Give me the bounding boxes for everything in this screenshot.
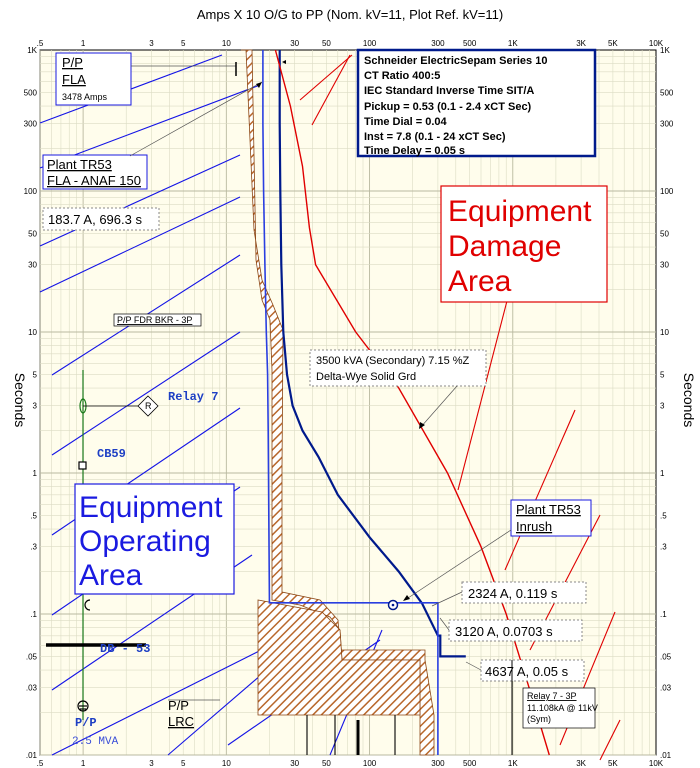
operating-area-line-3: Area	[79, 559, 143, 592]
x-tick-top: 5	[180, 39, 186, 48]
annot-3120-text: 3120 A, 0.0703 s	[455, 624, 553, 639]
x-tick-bottom: 1K	[507, 759, 518, 768]
svg-text:Time Dial = 0.04: Time Dial = 0.04	[364, 116, 447, 128]
y-tick-right: 3	[660, 401, 665, 411]
x-tick-bottom: 3	[149, 759, 154, 768]
y-tick-right: 30	[660, 260, 669, 270]
y-tick-right: .3	[660, 542, 667, 552]
pp-bottom-label: P/P	[75, 716, 97, 730]
y-tick-right: 1	[660, 469, 665, 478]
y-tick-left: 100	[23, 187, 37, 196]
tr53-fla-line-1: Plant TR53	[47, 157, 112, 172]
y-axis-title-right: Seconds	[681, 372, 697, 428]
x-tick-bottom: 100	[362, 759, 377, 768]
y-tick-right: 100	[660, 187, 674, 196]
x-tick-top: 1K	[507, 39, 518, 48]
y-tick-left: .05	[25, 652, 37, 662]
x-tick-top: 3K	[576, 39, 587, 48]
pp-fla-line-3: 3478 Amps	[62, 92, 108, 102]
svg-text:Time Delay = 0.05 s: Time Delay = 0.05 s	[364, 145, 466, 157]
y-tick-left: 500	[23, 88, 37, 98]
y-tick-right: .1	[660, 610, 667, 619]
x-tick-top: 100	[362, 39, 377, 48]
x-tick-top: 1	[80, 39, 86, 48]
x-tick-bottom: .5	[36, 759, 44, 768]
x-tick-top: 300	[431, 39, 445, 48]
y-tick-right: .5	[660, 511, 667, 521]
y-tick-right: 5	[660, 370, 665, 380]
inrush-line-1: Plant TR53	[516, 502, 581, 517]
operating-area-line-1: Equipment	[79, 491, 223, 524]
svg-text:CT Ratio 400:5: CT Ratio 400:5	[364, 70, 441, 82]
y-tick-left: 1	[32, 469, 37, 478]
y-tick-left: 300	[23, 119, 37, 129]
y-tick-left: .5	[30, 511, 37, 521]
inrush-point-dot	[392, 604, 395, 607]
y-tick-left: 50	[28, 229, 37, 239]
y-tick-left: 10	[28, 328, 37, 337]
x-tick-bottom: 5K	[607, 759, 618, 768]
y-tick-left: 5	[32, 370, 37, 380]
relay7-3p-line-1: Relay 7 - 3P	[527, 691, 577, 701]
x-tick-bottom: 30	[290, 759, 300, 768]
x-tick-bottom: 10K	[648, 759, 664, 768]
damage-area-line-3: Area	[448, 265, 512, 298]
relay7-label: Relay 7	[168, 390, 219, 404]
pp-lrc-line-1: P/P	[168, 698, 189, 713]
operating-area-line-2: Operating	[79, 525, 211, 558]
relay-diamond-letter: R	[145, 401, 152, 411]
y-tick-left: 1K	[27, 46, 37, 55]
relay7-3p-line-2: 11.108kA @ 11kV	[527, 703, 598, 713]
y-tick-right: 1K	[660, 46, 670, 55]
pp-mva-label: 2.5 MVA	[72, 736, 119, 748]
pp-fdr-bkr-text: P/P FDR BKR - 3P	[117, 315, 193, 325]
x-tick-top: 10	[221, 39, 231, 48]
x-tick-top: 10K	[648, 39, 664, 48]
y-tick-right: .05	[660, 652, 672, 662]
y-tick-right: 300	[660, 119, 674, 129]
inrush-line-2: Inrush	[516, 519, 553, 534]
transformer-line-1: 3500 kVA (Secondary) 7.15 %Z	[316, 355, 470, 367]
y-tick-right: .03	[660, 683, 672, 693]
pp-lrc-line-2: LRC	[168, 714, 195, 729]
svg-text:Pickup = 0.53 (0.1 - 2.4 xCT: Pickup = 0.53 (0.1 - 2.4 xCT Sec)	[364, 101, 532, 113]
y-tick-left: 3	[32, 401, 37, 411]
transformer-line-2: Delta-Wye Solid Grd	[316, 371, 417, 383]
x-tick-top: 500	[462, 39, 477, 48]
annot-1837-text: 183.7 A, 696.3 s	[48, 212, 142, 227]
x-tick-top: 5K	[607, 39, 618, 48]
svg-text:IEC Standard Inverse Time SIT/: IEC Standard Inverse Time SIT/A	[364, 85, 535, 97]
x-tick-bottom: 10	[221, 759, 231, 768]
x-tick-bottom: 300	[431, 759, 445, 768]
y-tick-right: .01	[660, 751, 672, 760]
pp-fla-line-2: FLA	[62, 72, 86, 87]
y-axis-title-left: Seconds	[12, 372, 28, 428]
y-tick-left: .1	[30, 610, 37, 619]
y-tick-left: .3	[30, 542, 37, 552]
y-tick-right: 10	[660, 328, 669, 337]
x-tick-bottom: 3K	[576, 759, 587, 768]
damage-area-line-2: Damage	[448, 230, 562, 263]
x-tick-top: .5	[36, 39, 44, 48]
pp-fla-line-1: P/P	[62, 55, 83, 70]
y-tick-left: .01	[25, 751, 37, 760]
x-tick-top: 50	[321, 39, 331, 48]
annot-2324-text: 2324 A, 0.119 s	[468, 586, 558, 601]
svg-text:Schneider ElectricSepam Series: Schneider ElectricSepam Series 10	[364, 55, 548, 67]
x-tick-top: 3	[149, 39, 154, 48]
svg-text:Inst = 7.8 (0.1 - 24 xCT Sec): Inst = 7.8 (0.1 - 24 xCT Sec)	[364, 131, 506, 143]
x-tick-top: 30	[290, 39, 300, 48]
tr53-fla-line-2: FLA - ANAF 150	[47, 173, 141, 188]
x-tick-bottom: 5	[180, 759, 186, 768]
annot-4637-text: 4637 A, 0.05 s	[485, 664, 569, 679]
relay7-3p-line-3: (Sym)	[527, 714, 551, 724]
db53-label: DB - 53	[100, 642, 151, 656]
y-tick-left: 30	[28, 260, 37, 270]
y-tick-right: 500	[660, 88, 674, 98]
y-tick-left: .03	[25, 683, 37, 693]
y-tick-right: 50	[660, 229, 669, 239]
x-tick-bottom: 500	[462, 759, 477, 768]
chart-title: Amps X 10 O/G to PP (Nom. kV=11, Plot Ref. kV=11)	[196, 7, 504, 22]
x-tick-bottom: 50	[321, 759, 331, 768]
cb59-label: CB59	[97, 447, 126, 461]
damage-area-line-1: Equipment	[448, 195, 592, 228]
x-tick-bottom: 1	[80, 759, 86, 768]
